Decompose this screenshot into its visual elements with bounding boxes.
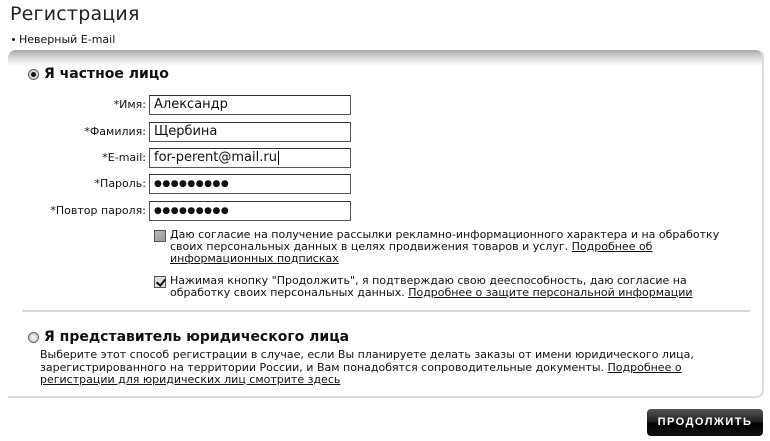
newsletter-info-link[interactable]: Подробнее об информационных подписках xyxy=(170,240,653,265)
password-input[interactable]: ●●●●●●●●● xyxy=(149,174,351,194)
legal-entity-description xyxy=(40,349,750,387)
panel-header-bar xyxy=(8,50,762,66)
email-label: *E-mail: xyxy=(102,151,146,164)
legal-entity-info-link[interactable]: Подробнее о регистрации для юридических лиц смотрите здесь xyxy=(40,360,682,386)
continue-button[interactable]: ПРОДОЛЖИТЬ xyxy=(647,409,763,436)
newsletter-text: Даю согласие на получение рассылки рекламно-информационного характера и на обработку своих персональных данных в целях продвижения товаров и услуг. xyxy=(170,228,720,253)
legal-entity-label: Я представитель юридического лица xyxy=(44,329,350,345)
consent-personal-data xyxy=(154,275,744,299)
privacy-info-link[interactable]: Подробнее о защите персональной информации xyxy=(408,286,693,299)
registration-panel xyxy=(8,50,764,398)
radio-legal-entity[interactable] xyxy=(28,332,39,343)
radio-private-person[interactable] xyxy=(28,69,39,80)
email-input[interactable] xyxy=(149,148,351,168)
error-message xyxy=(10,33,115,46)
private-person-label: Я частное лицо xyxy=(44,66,169,82)
password-repeat-label: *Повтор пароля: xyxy=(50,204,146,217)
email-row xyxy=(8,147,368,168)
password-repeat-row xyxy=(8,200,368,221)
section-divider xyxy=(22,310,750,312)
last-name-label: *Фамилия: xyxy=(84,125,146,138)
first-name-row xyxy=(8,94,368,115)
error-text: Неверный E-mail xyxy=(19,33,116,46)
newsletter-checkbox[interactable] xyxy=(154,230,166,242)
consent-newsletter xyxy=(154,229,744,265)
legal-entity-text: Выберите этот способ регистрации в случае, если Вы планируете делать заказы от имени юридического лица, зарегистрированного на территории России, и Вам понадобятся сопроводительные документы. xyxy=(40,348,694,374)
first-name-input[interactable]: Александр xyxy=(149,95,351,115)
password-repeat-input[interactable]: ●●●●●●●●● xyxy=(149,201,351,221)
bullet-icon xyxy=(12,38,15,41)
personal-data-text: Нажимая кнопку "Продолжить", я подтверждаю свою дееспособность, даю согласие на обработку своих персональных данных. xyxy=(170,274,687,299)
newsletter-text-block xyxy=(170,229,744,265)
private-person-option[interactable] xyxy=(28,66,169,82)
first-name-label: *Имя: xyxy=(113,98,146,111)
email-value: for-perent@mail.ru xyxy=(154,150,277,165)
page-title: Регистрация xyxy=(10,3,140,25)
password-label: *Пароль: xyxy=(94,177,146,190)
last-name-input[interactable]: Щербина xyxy=(149,122,351,142)
personal-data-checkbox[interactable] xyxy=(154,276,166,288)
legal-entity-option[interactable] xyxy=(28,329,349,345)
text-caret xyxy=(278,151,279,165)
last-name-row xyxy=(8,121,368,142)
personal-data-text-block xyxy=(170,275,744,299)
password-row xyxy=(8,173,368,194)
